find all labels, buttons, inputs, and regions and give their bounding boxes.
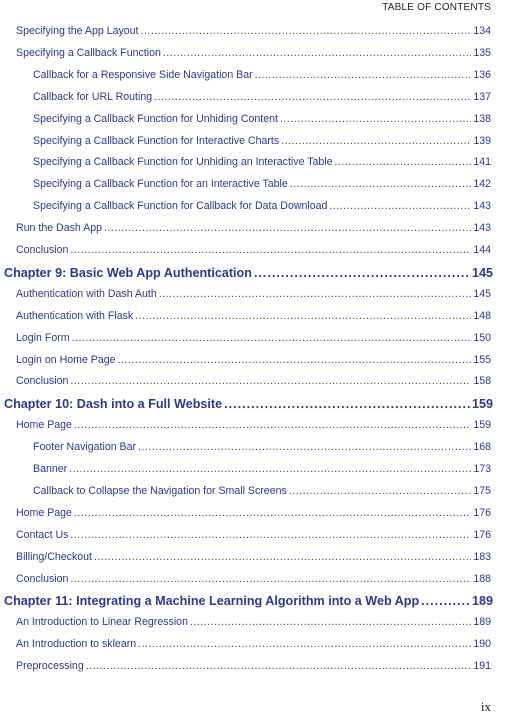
toc-entry[interactable]	[0, 463, 505, 475]
dot-leader	[280, 113, 471, 125]
dot-leader	[74, 507, 471, 519]
dot-leader	[141, 25, 472, 37]
toc-entry-page: 176	[473, 506, 491, 519]
toc-entry[interactable]	[0, 529, 505, 541]
toc-entry-page: 159	[471, 397, 493, 412]
dot-leader	[254, 266, 470, 280]
toc-entry[interactable]	[0, 69, 505, 81]
dot-leader	[138, 638, 471, 650]
toc-entry-page: 134	[473, 25, 491, 37]
toc-entry-page: 189	[473, 616, 491, 629]
toc-entry-page: 168	[473, 441, 491, 454]
toc-entry[interactable]	[0, 91, 505, 103]
toc-entry-title: An Introduction to sklearn	[16, 638, 137, 651]
toc-entry[interactable]	[0, 178, 505, 190]
toc-entry-title: Authentication with Flask	[16, 309, 134, 322]
dot-leader	[74, 419, 471, 431]
dot-leader	[72, 332, 472, 344]
dot-leader	[104, 222, 471, 234]
toc-entry[interactable]	[0, 375, 505, 387]
toc-entry-page: 141	[473, 156, 491, 169]
dot-leader	[86, 660, 472, 672]
dot-leader	[289, 485, 472, 497]
toc-entry-page: 150	[473, 331, 491, 344]
dot-leader	[70, 529, 471, 541]
toc-entry-title: Specifying a Callback Function	[16, 46, 161, 59]
dot-leader	[138, 441, 471, 453]
dot-leader	[329, 200, 471, 212]
dot-leader	[94, 551, 471, 563]
toc-entry[interactable]	[0, 485, 505, 497]
toc-entry-page: 138	[473, 112, 491, 125]
toc-entry-page: 135	[473, 46, 491, 59]
toc-entry-title: Authentication with Dash Auth	[16, 287, 157, 300]
dot-leader	[224, 397, 470, 411]
toc-entry-title: Chapter 9: Basic Web App Authentication	[4, 265, 252, 280]
toc-entry-page: 188	[473, 572, 491, 585]
toc-entry-page: 183	[473, 550, 491, 563]
toc-entry[interactable]	[0, 419, 505, 431]
toc-entry-title: Specifying a Callback Function for an Interactive Table	[33, 178, 288, 191]
dot-leader	[335, 156, 472, 168]
toc-entry[interactable]	[0, 310, 505, 322]
toc-entry[interactable]	[0, 135, 505, 147]
dot-leader	[163, 47, 471, 59]
toc-entry[interactable]	[0, 156, 505, 168]
dot-leader	[154, 91, 471, 103]
toc-entry-page: 143	[473, 222, 491, 235]
toc-entry-title: Home Page	[16, 506, 72, 519]
dot-leader	[255, 69, 472, 81]
toc-entry-page: 145	[471, 265, 493, 280]
toc-entry-page: 173	[473, 463, 491, 475]
toc-entry[interactable]	[0, 638, 505, 650]
dot-leader	[190, 616, 471, 628]
toc-entry-title: Footer Navigation Bar	[33, 441, 137, 454]
toc-entry-title: Home Page	[16, 419, 72, 432]
toc-entry-page: 175	[473, 484, 491, 497]
dot-leader	[118, 354, 472, 366]
dot-leader	[159, 288, 472, 300]
dot-leader	[70, 244, 471, 256]
toc-entry-title: Specifying a Callback Function for Callback for Data Download	[33, 200, 328, 213]
toc-entry[interactable]	[0, 332, 505, 344]
toc-entry[interactable]	[0, 200, 505, 212]
toc-entry-title: Billing/Checkout	[16, 550, 92, 563]
toc-entry-page: 189	[471, 594, 493, 609]
toc-entry-page: 142	[473, 178, 491, 191]
toc-entry-page: 139	[473, 134, 491, 147]
toc-entry-title: Conclusion	[16, 244, 69, 256]
toc-entry-title: Banner	[33, 463, 68, 475]
toc-entry-page: 159	[473, 419, 491, 432]
running-head: TABLE OF CONTENTS	[382, 2, 491, 13]
toc-entry-title: Preprocessing	[16, 660, 84, 673]
toc-entry[interactable]	[0, 660, 505, 672]
toc-entry-page: 145	[473, 287, 491, 300]
dot-leader	[281, 135, 471, 147]
toc-entry[interactable]	[0, 113, 505, 125]
toc-entry[interactable]	[0, 616, 505, 628]
dot-leader	[421, 594, 470, 608]
toc-entry-title: Conclusion	[16, 572, 69, 585]
toc-entry-page: 137	[473, 90, 491, 103]
toc-chapter-entry[interactable]	[0, 594, 505, 608]
toc-entry-title: Run the Dash App	[16, 222, 102, 235]
toc-entry-title: Specifying a Callback Function for Unhiding an Interactive Table	[33, 156, 333, 169]
dot-leader	[70, 375, 471, 387]
toc-entry-page: 136	[473, 68, 491, 81]
toc-entry[interactable]	[0, 441, 505, 453]
toc-entry[interactable]	[0, 507, 505, 519]
toc-entry-page: 148	[473, 309, 491, 322]
dot-leader	[135, 310, 471, 322]
toc-entry-title: Chapter 11: Integrating a Machine Learning Algorithm into a Web App	[4, 594, 420, 609]
toc-entry[interactable]	[0, 354, 505, 366]
toc-entry-title: Login Form	[16, 331, 70, 344]
toc-entry[interactable]	[0, 288, 505, 300]
toc-entry-title: Contact Us	[16, 528, 69, 541]
toc-entry-title: Chapter 10: Dash into a Full Website	[4, 397, 223, 412]
toc-entry-title: Login on Home Page	[16, 353, 116, 366]
dot-leader	[69, 463, 471, 475]
toc-entry-title: Callback for a Responsive Side Navigation Bar	[33, 68, 253, 81]
toc-entry[interactable]	[0, 222, 505, 234]
toc-entry-title: Conclusion	[16, 375, 69, 388]
page-number: ix	[480, 699, 491, 714]
toc-entry-page: 143	[473, 200, 491, 213]
toc-entry-page: 155	[473, 353, 491, 366]
toc-entry-page: 176	[473, 528, 491, 541]
toc-entry-title: Specifying a Callback Function for Unhiding Content	[33, 112, 278, 125]
toc-entry-page: 158	[473, 375, 491, 388]
toc-entry-page: 190	[473, 638, 491, 651]
toc-entry-page: 144	[473, 244, 491, 256]
toc-entry-title: Specifying the App Layout	[16, 25, 139, 37]
toc-entry-page: 191	[473, 660, 491, 673]
toc-entry[interactable]	[0, 25, 505, 37]
toc-entry-title: Callback for URL Routing	[33, 90, 153, 103]
toc-entry[interactable]	[0, 573, 505, 585]
toc-entry-title: An Introduction to Linear Regression	[16, 616, 188, 629]
toc-entry[interactable]	[0, 244, 505, 256]
toc-entry-title: Specifying a Callback Function for Interactive Charts	[33, 134, 280, 147]
toc-entry[interactable]	[0, 47, 505, 59]
toc-entry[interactable]	[0, 551, 505, 563]
toc-chapter-entry[interactable]	[0, 397, 505, 411]
toc-entry-title: Callback to Collapse the Navigation for Small Screens	[33, 484, 287, 497]
dot-leader	[290, 178, 472, 190]
toc-chapter-entry[interactable]	[0, 266, 505, 280]
dot-leader	[70, 573, 471, 585]
